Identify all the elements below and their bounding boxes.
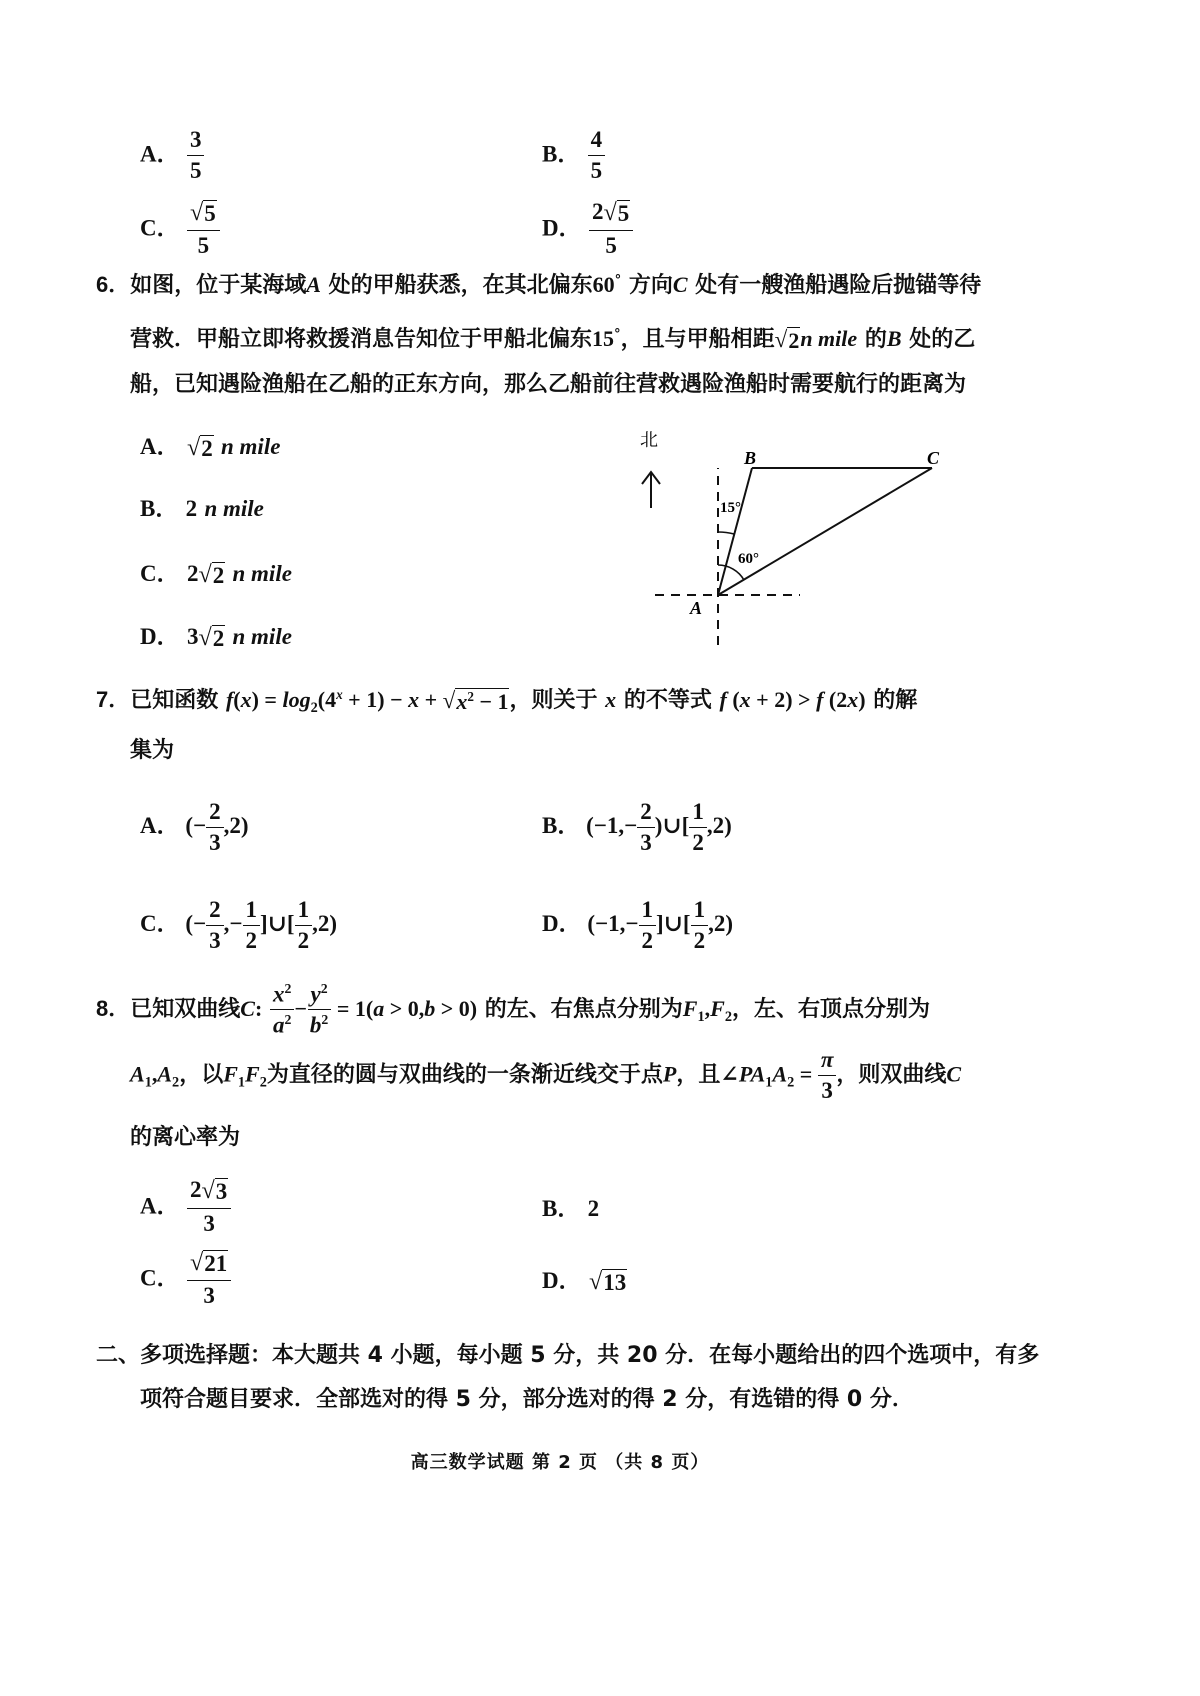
- angle-arc-15: [718, 532, 734, 534]
- fraction: $\frac{3}{5}$: [187, 128, 205, 183]
- fraction: 2 √ 5 5: [589, 200, 633, 259]
- sqrt: √ 2: [198, 561, 225, 588]
- q6-option-c: C． 2 √ 2 n mile: [140, 561, 292, 588]
- section2-line-1: 二、多项选择题：本大题共 4 小题，每小题 5 分，共 20 分．在每小题给出的四个选项中，有多: [96, 1343, 1040, 1368]
- sqrt: √ 5: [189, 199, 216, 226]
- segment-AC: [718, 468, 932, 595]
- page-footer: 高三数学试题 第 2 页 （共 8 页）: [410, 1452, 710, 1473]
- fraction: 2 √ 3 3: [187, 1178, 231, 1237]
- q8-line-1: 8．已知双曲线C: $\frac{x^2}{a^2}$ − $\frac{y^2}{b^2}$ = 1(a > 0,b > 0) 的左、右焦点分别为$F_1,F_2$，左、右顶点分别为: [96, 981, 930, 1038]
- label-C: C: [927, 448, 940, 468]
- q7-line-1: 7．已知函数 $f(x) = \log_2(4^x + 1) - x$ + √ $x^2 - 1$ ，则关于 x 的不等式 f (x + 2) > f (2x) 的解: [96, 687, 918, 716]
- q7-inequality: f (x + 2) > f (2x): [719, 687, 866, 712]
- fraction: $\frac{4}{5}$: [588, 128, 606, 183]
- option-label: D．: [542, 215, 582, 241]
- sqrt: √ 2: [186, 434, 213, 461]
- q7-option-c: C． (− $\frac{2}{3}$ ,− $\frac{1}{2}$ ]∪[ $\frac{1}{2}$ ,2): [140, 897, 338, 954]
- sqrt: √ 5: [603, 199, 630, 226]
- q7-option-b: B． (−1,− $\frac{2}{3}$ )∪[ $\frac{1}{2}$ ,2): [542, 799, 732, 856]
- q6-option-a: A． √ 2 n mile: [140, 434, 281, 461]
- q6-option-b: B． 2 n mile: [140, 496, 264, 521]
- q8-option-c: C． √ 21 3: [140, 1250, 231, 1309]
- q8-option-d: D． √ 13: [542, 1268, 627, 1295]
- option-label: C．: [140, 215, 180, 241]
- q6-line-3: 船，已知遇险渔船在乙船的正东方向，那么乙船前往营救遇险渔船时需要航行的距离为: [130, 372, 967, 397]
- option-label: B．: [542, 141, 581, 167]
- q7-option-d: D． (−1,− $\frac{1}{2}$ ]∪[ $\frac{1}{2}$ ,2): [542, 897, 734, 954]
- angle-15-label: 15°: [720, 500, 741, 516]
- q6-option-d: D． 3 √ 2 n mile: [140, 624, 292, 651]
- fraction: $\frac{\pi}{3}$: [818, 1048, 837, 1103]
- section2-line-2: 项符合题目要求．全部选对的得 5 分，部分选对的得 2 分，有选错的得 0 分．: [140, 1387, 914, 1412]
- q8-line-2: $A_1,A_2$，以$F_1F_2$为直径的圆与双曲线的一条渐近线交于点P，且$\angle PA_1A_2$ = $\frac{\pi}{3}$ ，则双曲线C: [130, 1047, 962, 1104]
- option-label: A．: [140, 141, 180, 167]
- q8-line-3: 的离心率为: [130, 1125, 241, 1150]
- label-B: B: [744, 448, 757, 468]
- q5-option-b: [542, 128, 605, 183]
- q8-option-b: B． 2: [542, 1196, 600, 1221]
- q5-option-d: [542, 200, 633, 259]
- sqrt: √ 2: [198, 624, 225, 651]
- q5-option-c: [140, 200, 220, 259]
- fraction: $\frac{y^2}{b^2}$: [307, 982, 331, 1038]
- label-A: A: [690, 598, 703, 618]
- sqrt: √ $x^2 - 1$: [442, 687, 509, 714]
- north-arrow-icon: [642, 472, 660, 508]
- north-label: 北: [640, 430, 658, 451]
- angle-60-label: 60°: [738, 551, 759, 567]
- sqrt: √ 13: [588, 1268, 627, 1295]
- q6-line-2: 营救．甲船立即将救援消息告知位于甲船北偏东15°，且与甲船相距 √ 2 n mile 的B 处的乙: [130, 326, 976, 353]
- fraction: √ 5 5: [187, 200, 220, 259]
- q6-figure: [620, 420, 980, 660]
- fraction: √ 21 3: [187, 1250, 231, 1309]
- sqrt: √ 2: [774, 326, 800, 353]
- fraction: $\frac{x^2}{a^2}$: [270, 982, 294, 1038]
- q7-function-expression: f: [225, 687, 234, 712]
- q8-option-a: A． 2 √ 3 3: [140, 1178, 231, 1237]
- q7-line-2: 集为: [130, 738, 175, 763]
- q7-option-a: A． (− $\frac{2}{3}$ ,2): [140, 799, 249, 856]
- q6-line-1: 6．如图，位于某海域A 处的甲船获悉，在其北偏东60° 方向C 处有一艘渔船遇险后抛锚等待: [96, 272, 982, 298]
- q5-option-a: [140, 128, 204, 183]
